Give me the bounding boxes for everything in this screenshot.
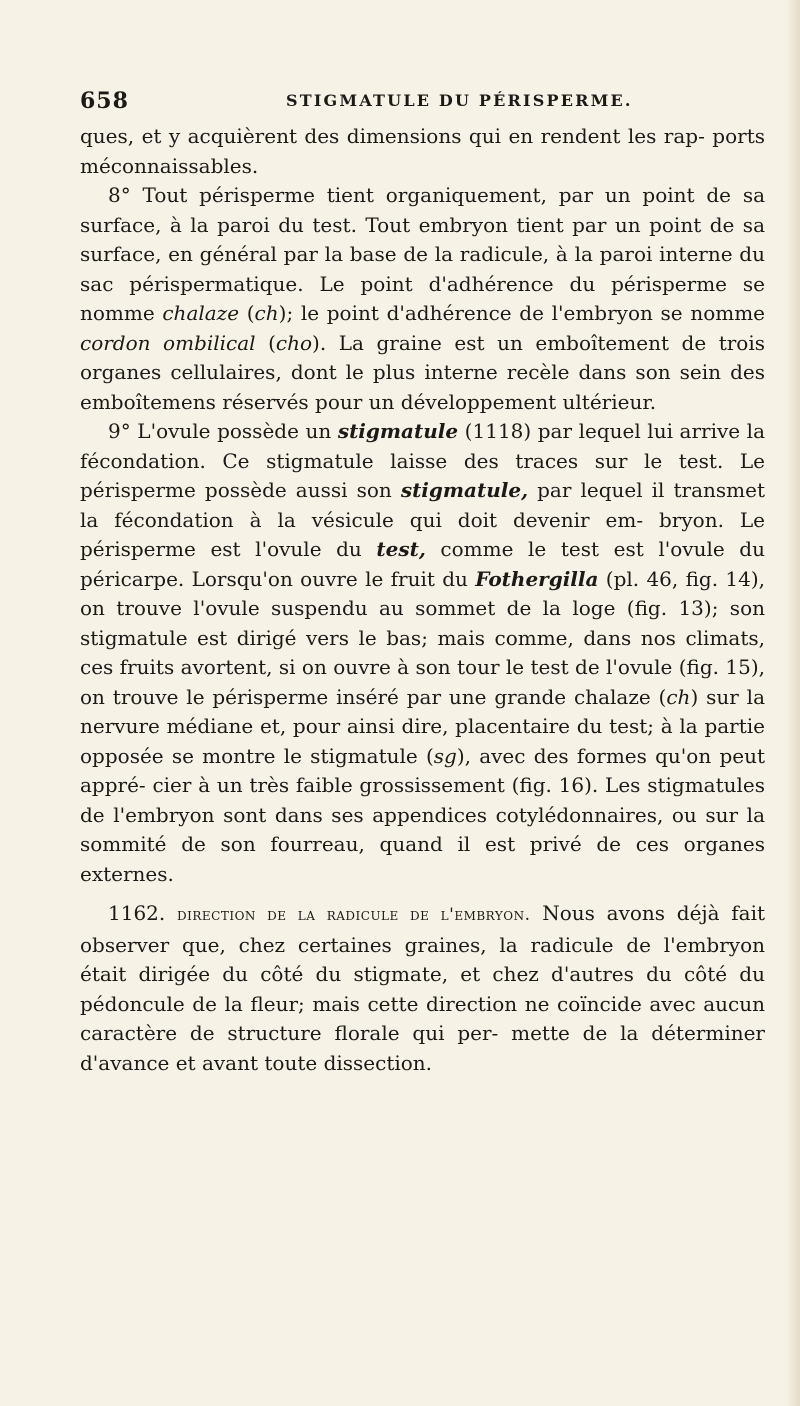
section-number: 1162. xyxy=(108,901,166,925)
text-run: ); le point d'adhérence de l'embryon se nomme xyxy=(278,301,766,325)
paragraph-9 xyxy=(80,417,765,889)
text-run: 8° Tout périsperme tient organiquement, par un point de sa surface, à la paroi du test. Tout embryon tient par un point de sa surface, en général par la base de la radicule, à la paroi interne du sac périspermatique. Le point d'adhérence du périsperme se nomme xyxy=(80,183,765,325)
text-run: (pl. 46, fig. 14), on trouve l'ovule suspendu au sommet de la loge (fig. 13); son stigmatule est dirigé vers le bas; mais comme, dans nos climats, ces fruits avortent, si on ouvre à son tour le test de l'ovule (fig. 15), on trouve le périsperme inséré par une grande chalaze ( xyxy=(80,566,765,709)
body-text xyxy=(80,122,765,1078)
text-run: 9° L'ovule possède un xyxy=(108,419,338,443)
paragraph-8 xyxy=(80,181,765,417)
italic-term: test, xyxy=(376,537,426,561)
running-title: STIGMATULE DU PÉRISPERME. xyxy=(286,91,633,110)
italic-term: chalaze xyxy=(162,301,240,325)
text-run: ( xyxy=(239,301,255,325)
text-run: ( xyxy=(255,330,276,355)
paragraph-text: ques, et y acquièrent des dimensions qui en rendent les rap- ports méconnaissables. xyxy=(80,124,765,178)
text-run: ), avec des formes qu'on peut appré- cier à un très faible grossissement (fig. 16). Les stigmatules de l'embryon sont dans ses appendices cotylédonnaires, ou sur la sommité de son fourreau, quand il est privé de ces organes externes. xyxy=(80,743,766,886)
italic-term: sg xyxy=(433,743,457,768)
page-number: 658 xyxy=(80,88,129,114)
page-header xyxy=(80,88,760,118)
paragraph-continuation xyxy=(80,122,765,181)
paragraph-1162 xyxy=(80,899,765,1078)
text-run: ) sur la nervure médiane et, pour ainsi dire, placentaire du test; à la partie opposée se montre le stigmatule ( xyxy=(80,684,765,768)
italic-term: ch xyxy=(666,684,691,709)
text-run: (1118) par lequel lui arrive la fécondation. Ce stigmatule laisse des traces sur le test. Le périsperme possède aussi son xyxy=(80,419,765,502)
italic-term: cordon ombilical xyxy=(80,330,256,355)
italic-term: Fothergilla xyxy=(475,566,599,591)
text-run: par lequel il transmet la fécondation à la vésicule qui doit devenir em- bryon. Le périsperme est l'ovule du xyxy=(80,478,765,561)
text-run: comme le test est l'ovule du péricarpe. Lorsqu'on ouvre le fruit du xyxy=(80,537,765,591)
italic-term: stigmatule xyxy=(337,419,459,443)
paragraph-text: Nous avons déjà fait observer que, chez certaines graines, la radicule de l'embryon était dirigée du côté du stigmate, et chez d'autres du côté du pédoncule de la fleur; mais cette direction ne coïncide avec aucun caractère de structure florale qui per- mette de la déterminer d'avance et avant toute dissection. xyxy=(80,901,766,1075)
text-run: ). La graine est un emboîtement de trois organes cellulaires, dont le plus interne recèle dans son sein des emboîtemens réservés pour un développement ultérieur. xyxy=(80,330,765,414)
italic-term: cho xyxy=(275,330,313,355)
section-heading: direction de la radicule de l'embryon. xyxy=(176,905,531,925)
page-edge-shadow xyxy=(786,0,800,1406)
italic-term: stigmatule, xyxy=(400,478,529,502)
italic-term: ch xyxy=(254,301,279,325)
